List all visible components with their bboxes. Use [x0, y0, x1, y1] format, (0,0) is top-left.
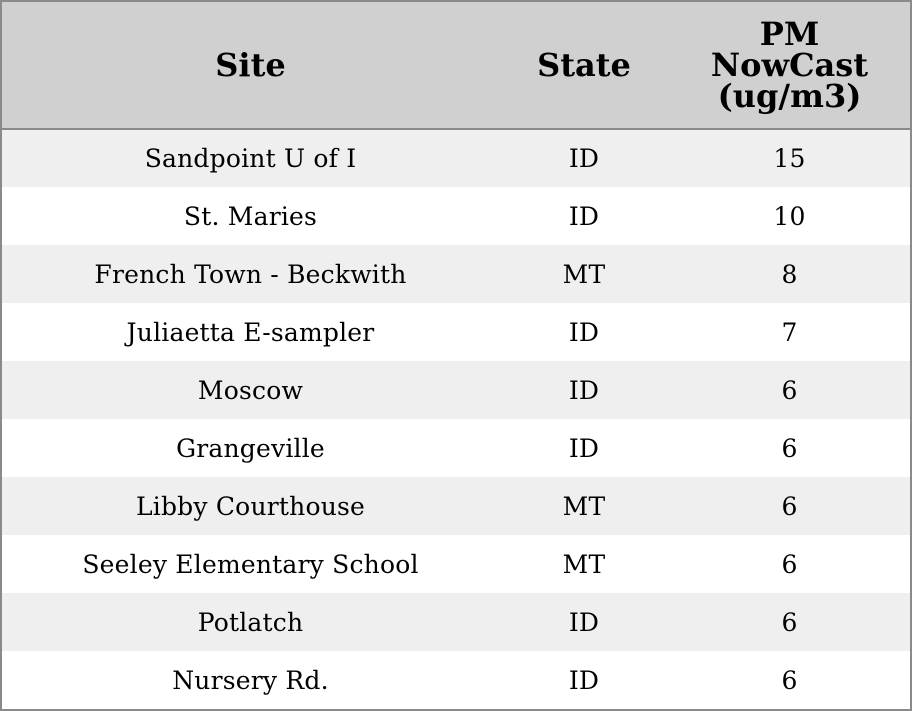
cell-site: Libby Courthouse — [135, 491, 366, 521]
table-row — [2, 245, 910, 303]
table-row — [2, 651, 910, 709]
cell-site: Nursery Rd. — [172, 665, 329, 695]
cell-state: ID — [568, 607, 600, 637]
cell-pm-nowcast: 7 — [781, 317, 798, 347]
cell-state: ID — [568, 317, 600, 347]
table-body — [2, 129, 910, 709]
cell-state: ID — [568, 375, 600, 405]
cell-state: ID — [568, 433, 600, 463]
table-header — [2, 2, 910, 129]
column-header-pm-nowcast: PM NowCast (ug/m3) — [710, 14, 869, 115]
table-row — [2, 303, 910, 361]
cell-state: ID — [568, 665, 600, 695]
cell-state: ID — [568, 144, 600, 173]
cell-pm-nowcast: 6 — [781, 491, 798, 521]
cell-site: Juliaetta E-sampler — [126, 317, 375, 347]
cell-pm-nowcast: 6 — [781, 433, 798, 463]
cell-pm-nowcast: 10 — [773, 201, 806, 231]
cell-site: French Town - Beckwith — [94, 259, 407, 289]
cell-pm-nowcast: 15 — [773, 144, 806, 173]
cell-pm-nowcast: 6 — [781, 665, 798, 695]
cell-state: ID — [568, 201, 600, 231]
table-row — [2, 535, 910, 593]
cell-site: Sandpoint U of I — [144, 144, 357, 173]
table-row — [2, 361, 910, 419]
cell-site: Moscow — [197, 375, 304, 405]
cell-state: MT — [562, 259, 606, 289]
cell-pm-nowcast: 6 — [781, 607, 798, 637]
table-row — [2, 129, 910, 187]
column-header-state: State — [537, 45, 631, 84]
cell-pm-nowcast: 6 — [781, 549, 798, 579]
header-row — [2, 2, 910, 129]
cell-site: St. Maries — [183, 201, 318, 231]
cell-state: MT — [562, 491, 606, 521]
table-row — [2, 477, 910, 535]
cell-site: Seeley Elementary School — [82, 549, 419, 579]
cell-site: Potlatch — [197, 607, 304, 637]
table-row — [2, 593, 910, 651]
table-row — [2, 187, 910, 245]
cell-state: MT — [562, 549, 606, 579]
pm-nowcast-table — [2, 2, 910, 709]
table-row — [2, 419, 910, 477]
column-header-site: Site — [215, 45, 286, 84]
cell-pm-nowcast: 8 — [781, 259, 798, 289]
cell-site: Grangeville — [176, 433, 325, 463]
cell-pm-nowcast: 6 — [781, 375, 798, 405]
